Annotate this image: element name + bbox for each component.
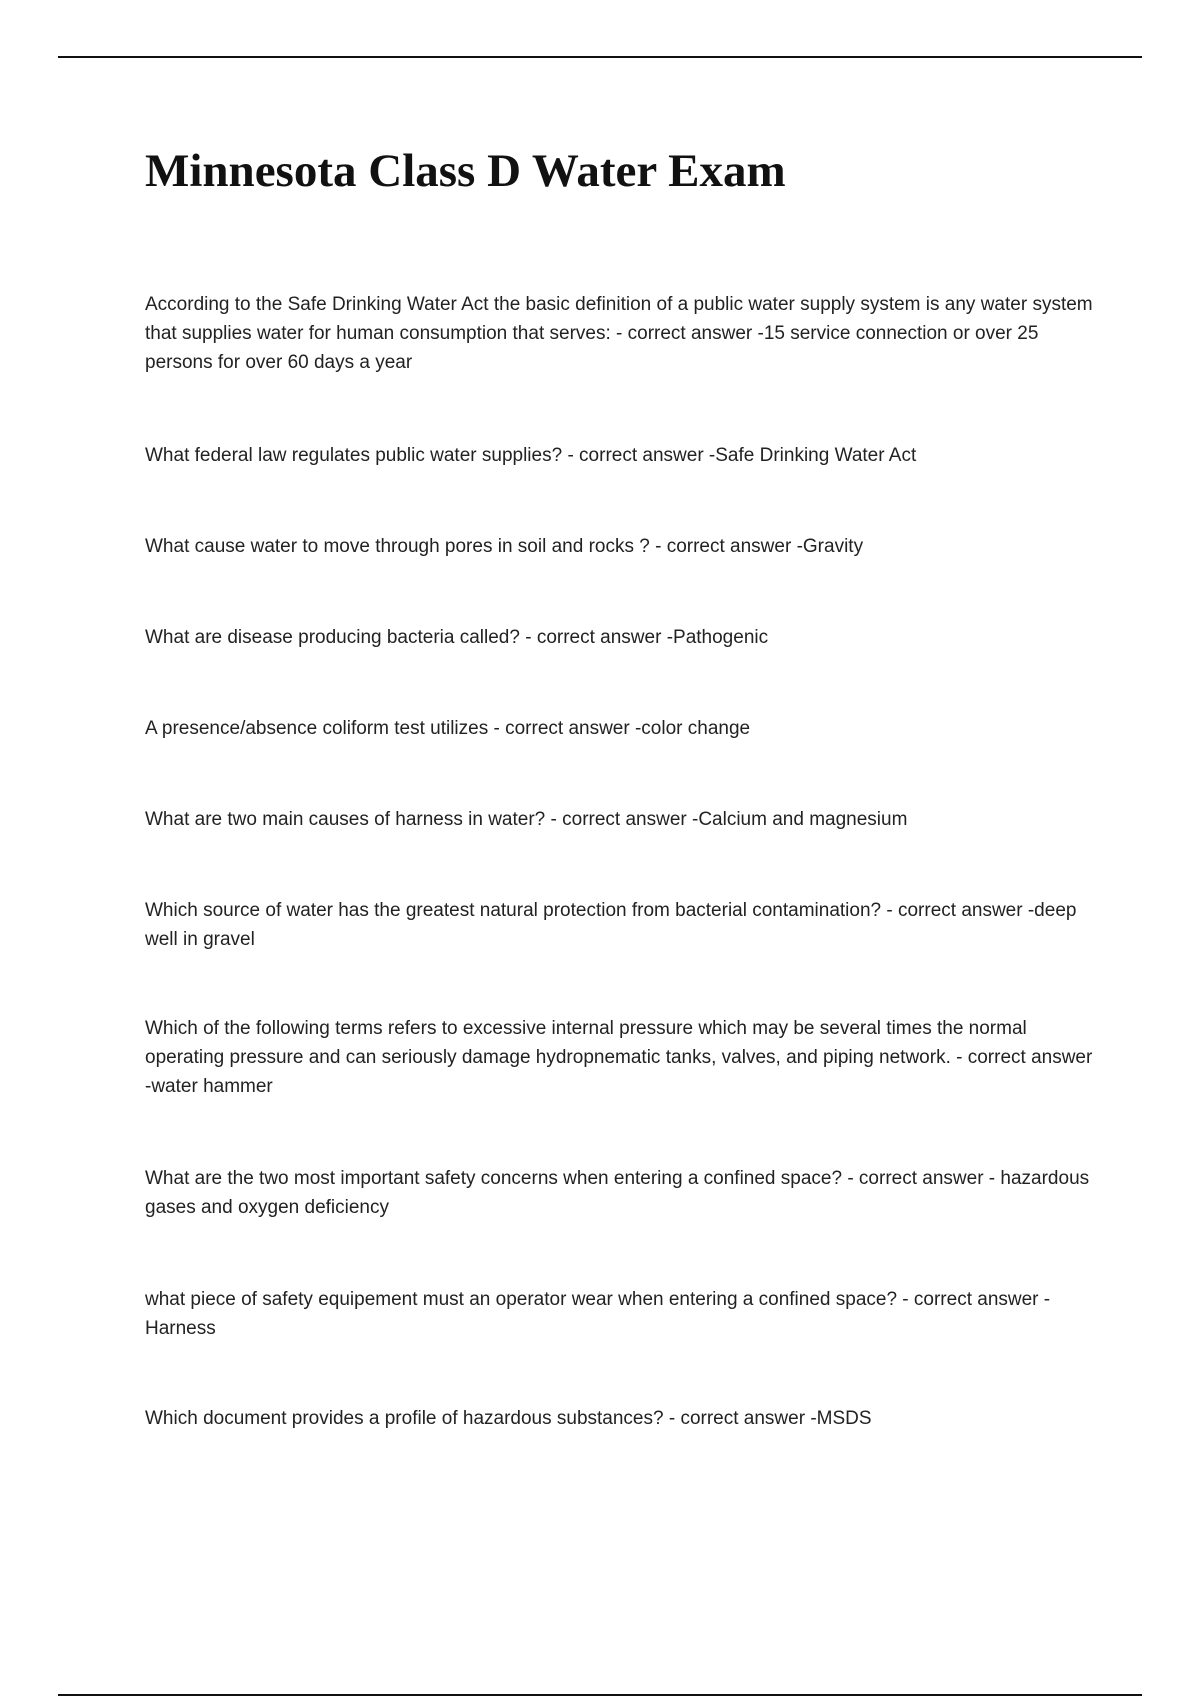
qa-item: What are the two most important safety concerns when entering a confined space? - correct answer - hazardous gases and oxygen deficiency [145, 1168, 1090, 1218]
qa-item: What cause water to move through pores in soil and rocks ? - correct answer -Gravity [145, 536, 864, 557]
qa-item: Which of the following terms refers to excessive internal pressure which may be several times the normal operating pressure and can seriously damage hydropnematic tanks, valves, and piping network. - correct answer -water hammer [145, 1018, 1093, 1097]
qa-item: What federal law regulates public water supplies? - correct answer -Safe Drinking Water Act [145, 445, 917, 466]
bottom-rule [58, 1694, 1142, 1696]
page-title: Minnesota Class D Water Exam [145, 145, 786, 197]
qa-item: A presence/absence coliform test utilizes - correct answer -color change [145, 718, 751, 739]
qa-item: What are disease producing bacteria called? - correct answer -Pathogenic [145, 627, 769, 648]
qa-item: What are two main causes of harness in water? - correct answer -Calcium and magnesium [145, 809, 908, 830]
qa-item: According to the Safe Drinking Water Act the basic definition of a public water supply system is any water system that supplies water for human consumption that serves: - correct answer -15 service connection or over 25 persons for over 60 days a year [145, 294, 1093, 373]
qa-item: Which source of water has the greatest natural protection from bacterial contamination? - correct answer -deep well in gravel [145, 900, 1077, 950]
top-rule [58, 56, 1142, 58]
qa-item: Which document provides a profile of hazardous substances? - correct answer -MSDS [145, 1408, 872, 1429]
qa-item: what piece of safety equipement must an operator wear when entering a confined space? - correct answer -Harness [145, 1289, 1051, 1339]
